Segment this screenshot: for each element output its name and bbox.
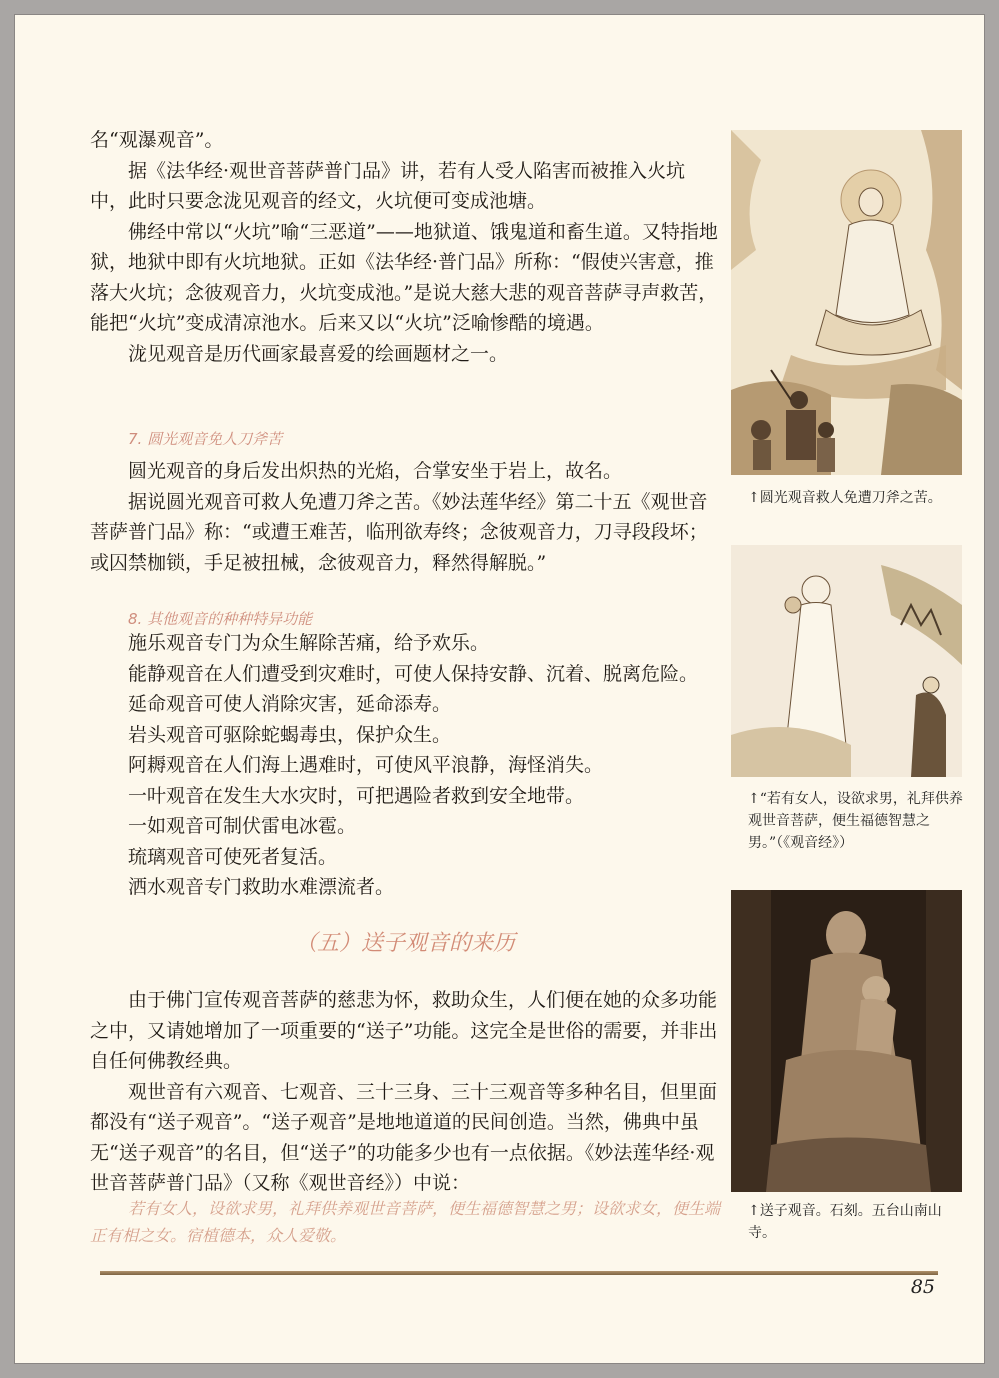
guanyin-rescue-illustration — [731, 130, 962, 475]
figure-3-photo — [731, 890, 962, 1192]
section-heading-7: 7. 圆光观音免人刀斧苦 — [128, 430, 283, 448]
list-item: 延命观音可使人消除灾害，延命添寿。 — [128, 693, 452, 715]
paragraph: 圆光观音的身后发出炽热的光焰，合掌安坐于岩上，故名。 — [128, 460, 623, 482]
paragraph: 据《法华经·观世音菩萨普门品》讲，若有人受人陷害而被推入火坑中，此时只要念泷见观音的经文，火坑便可变成池塘。 — [90, 159, 686, 212]
section-7-body — [90, 456, 720, 578]
paragraph: 佛经中常以“火坑”喻“三恶道”——地狱道、饿鬼道和畜生道。又特指地狱，地狱中即有火坑地狱。正如《法华经·普门品》所称：“假使兴害意，推落大火坑；念彼观音力，火坑变成池。”是说大慈大悲的观音菩萨寻声救苦，能把“火坑”变成清凉池水。后来又以“火坑”泛喻惨酷的境遇。 — [90, 220, 718, 334]
list-item: 施乐观音专门为众生解除苦痛，给予欢乐。 — [128, 632, 490, 654]
stone-carving-photo — [731, 890, 962, 1192]
footer-rule — [100, 1271, 938, 1275]
figure-1-caption: ↑圆光观音救人免遭刀斧之苦。 — [748, 490, 942, 506]
paragraph: 观世音有六观音、七观音、三十三身、三十三观音等多种名目，但里面都没有“送子观音”。“送子观音”是地地道道的民间创造。当然，佛典中虽无“送子观音”的名目，但“送子”的功能多少也有一点依据。《妙法莲华经·观世音菩萨普门品》（又称《观世音经》）中说： — [90, 1080, 718, 1194]
list-item: 洒水观音专门救助水难漂流者。 — [128, 876, 395, 898]
paragraph: 名“观瀑观音”。 — [90, 129, 224, 151]
guanyin-child-illustration — [731, 545, 962, 777]
paragraph: 泷见观音是历代画家最喜爱的绘画题材之一。 — [128, 342, 509, 365]
list-item: 一如观音可制伏雷电冰雹。 — [128, 815, 357, 837]
body-text-top — [90, 125, 720, 369]
figure-2-illustration — [731, 545, 962, 777]
list-item: 阿耨观音在人们海上遇难时，可使风平浪静，海怪消失。 — [128, 754, 604, 776]
chapter-title: （五）送子观音的来历 — [294, 931, 515, 956]
page-number: 85 — [910, 1276, 935, 1298]
list-item: 能静观音在人们遭受到灾难时，可使人保持安静、沉着、脱离危险。 — [128, 662, 699, 685]
paragraph: 据说圆光观音可救人免遭刀斧之苦。《妙法莲华经》第二十五《观世音菩萨普门品》称：“或遭王难苦，临刑欲寿终；念彼观音力，刀寻段段坏；或囚禁枷锁，手足被扭械，念彼观音力，释然得解脱。” — [90, 490, 708, 574]
figure-1-illustration — [731, 130, 962, 475]
list-item: 琉璃观音可使死者复活。 — [128, 845, 338, 868]
list-item: 一叶观音在发生大水灾时，可把遇险者救到安全地带。 — [128, 784, 585, 807]
scripture-quote: 若有女人，设欲求男，礼拜供养观世音菩萨，便生福德智慧之男；设欲求女，便生端正有相之女。宿植德本，众人爱敬。 — [90, 1199, 721, 1245]
section-8-list — [90, 628, 720, 903]
paragraph: 由于佛门宣传观音菩萨的慈悲为怀，救助众生，人们便在她的众多功能之中，又请她增加了一项重要的“送子”功能。这完全是世俗的需要，并非出自任何佛教经典。 — [90, 989, 718, 1072]
section-heading-8: 8. 其他观音的种种特异功能 — [128, 610, 313, 628]
figure-3-caption: ↑送子观音。石刻。五台山南山寺。 — [748, 1203, 942, 1241]
list-item: 岩头观音可驱除蛇蝎毒虫，保护众生。 — [128, 723, 452, 746]
chapter-body — [90, 985, 720, 1199]
figure-2-caption: ↑“若有女人，设欲求男，礼拜供养观世音菩萨，便生福德智慧之男。”（《观音经》） — [748, 791, 963, 851]
